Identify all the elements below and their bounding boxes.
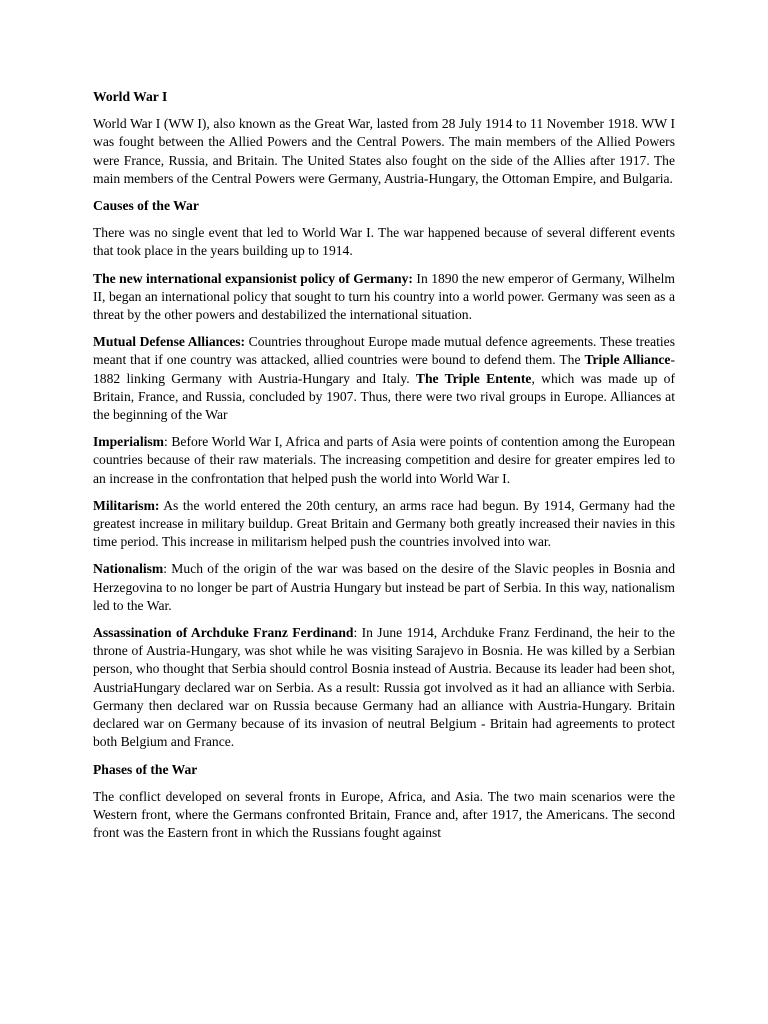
triple-entente-term: The Triple Entente [415,370,532,386]
imperialism-term: Imperialism [93,434,164,450]
expansionist-term: The new international expansionist policy of Germany: [93,270,413,286]
alliances-text-1: Countries throughout Europe made mutual defence agreements. These treaties meant that if one country was attacked, allied countries were bound to defend them. The [93,334,676,368]
assassination-term: Assassination of Archduke Franz Ferdinand [93,625,354,641]
alliances-term: Mutual Defense Alliances: [93,334,246,350]
militarism-term: Militarism: [93,497,160,513]
expansionist-text: In 1890 the new emperor of Germany, Wilhelm II, began an international policy that sought to turn his country into a world power. Germany was seen as a threat by the other powers and destabilized the international situation. [93,270,675,323]
assassination-text: : In June 1914, Archduke Franz Ferdinand, the heir to the throne of Austria-Hungary, was shot while he was visiting Sarajevo in Bosnia. He was killed by a Serbian person, who thought that Serbia should control Bosnia instead of Austria. Because its leader had been shot, AustriaHungary declared war on Serbia. As a result: Russia got involved as it had an alliance with Serbia. Germany then declared war on Russia because Germany had an alliance with Austria-Hungary. Britain declared war on Germany because of its invasion of neutral Belgium - Britain had agreements to protect both Belgium and France. [93,625,676,750]
nationalism-term: Nationalism [93,561,164,577]
intro-paragraph: World War I (WW I), also known as the Great War, lasted from 28 July 1914 to 11 November 1918. WW I was fought between the Allied Powers and the Central Powers. The main members of the Allied Powers were France, Russia, and Britain. The United States also fought on the side of the Allies after 1917. The main members of the Central Powers were Germany, Austria-Hungary, the Ottoman Empire, and Bulgaria. [93,116,675,186]
causes-intro-paragraph: There was no single event that led to World War I. The war happened because of several different events that took place in the years building up to 1914. [93,225,675,259]
alliances-text-3: , which was made up of Britain, France, and Russia, concluded by 1907. Thus, there were two rival groups in Europe. Alliances at the beginning of the War [93,370,675,423]
causes-heading: Causes of the War [93,198,199,214]
nationalism-paragraph [93,560,675,615]
alliances-text-2: -1882 linking Germany with Austria-Hungary and Italy. [93,352,676,386]
document-title: World War I [93,89,168,104]
phases-heading: Phases of the War [93,761,198,777]
alliances-paragraph [93,333,675,424]
militarism-text: As the world entered the 20th century, an arms race had begun. By 1914, Germany had the greatest increase in military buildup. Great Britain and Germany both greatly increased their navies in this time period. This increase in militarism helped push the countries involved into war. [93,497,675,550]
expansionist-paragraph [93,270,675,325]
nationalism-text: : Much of the origin of the war was based on the desire of the Slavic peoples in Bosnia and Herzegovina to no longer be part of Austria Hungary but instead be part of Serbia. In this way, nationalism led to the War. [93,561,675,613]
triple-alliance-term: Triple Alliance [584,352,671,368]
phases-paragraph: The conflict developed on several fronts in Europe, Africa, and Asia. The two main scenarios were the Western front, where the Germans confronted Britain, France and, after 1917, the Americans. The second front was the Eastern front in which the Russians fought against [93,788,675,841]
imperialism-text: : Before World War I, Africa and parts of Asia were points of contention among the European countries because of their raw materials. The increasing competition and desire for greater empires led to an increase in the confrontation that helped push the world into World War I. [93,434,675,486]
militarism-paragraph [93,497,675,552]
assassination-paragraph [93,624,675,751]
imperialism-paragraph [93,433,675,488]
